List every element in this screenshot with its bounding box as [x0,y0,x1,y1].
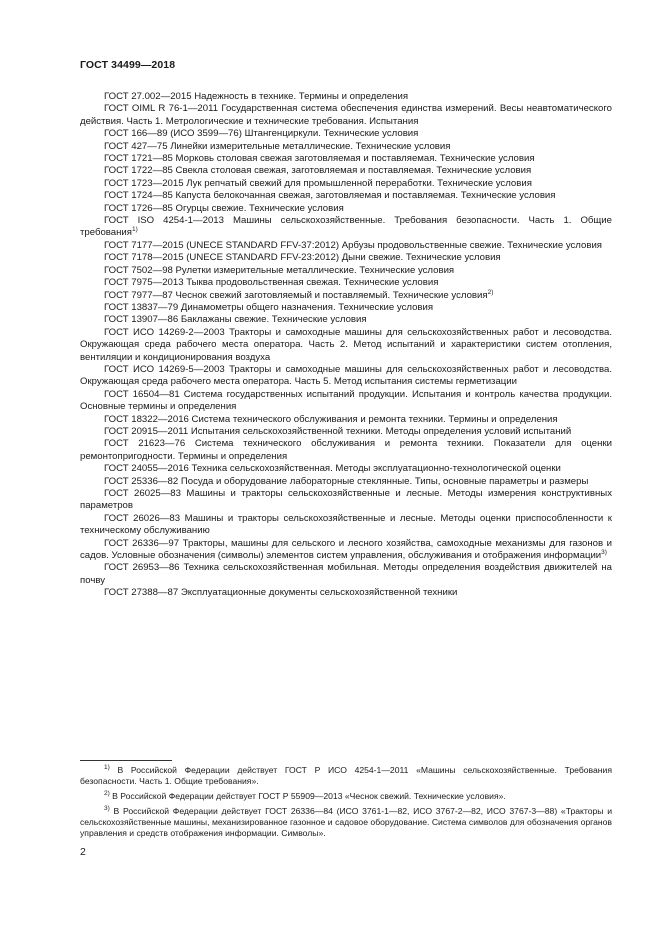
reference-text: ГОСТ 26336—97 Тракторы, машины для сельского и лесного хозяйства, самоходные механизмы для газонов и садов. Условные обозначения (символы) элементов систем управления, обслуживания и отображения информации [80,537,612,562]
reference-text: ГОСТ 7177—2015 (UNECE STANDARD FFV-37:2012) Арбузы продовольственные свежие. Технические условия [104,239,602,251]
reference-text: ГОСТ 166—89 (ИСО 3599—76) Штангенциркули. Технические условия [104,128,419,140]
reference-text: ГОСТ 7977—87 Чеснок свежий заготовляемый и поставляемый. Технические условия [104,289,488,301]
footnote-item [80,806,612,839]
footnote-mark: 1) [104,764,110,772]
footnote-item [80,791,612,802]
footnote-mark: 3) [104,805,110,813]
reference-text: ГОСТ 7502—98 Рулетки измерительные металлические. Технические условия [104,264,455,276]
reference-item [80,252,612,264]
reference-item [80,587,612,599]
reference-text: ГОСТ OIML R 76-1—2011 Государственная система обеспечения единства измерений. Весы неавтоматического действия. Часть 1. Метрологические и технические требования. Испытания [80,103,612,127]
reference-item [80,290,612,302]
reference-item [80,153,612,165]
reference-text: ГОСТ 26026—83 Машины и тракторы сельскохозяйственные и лесные. Методы оценки приспособленности к техническому обслуживанию [80,512,612,537]
reference-text: ГОСТ 18322—2016 Система технического обслуживания и ремонта техники. Термины и определения [104,413,558,425]
reference-item [80,314,612,326]
reference-item [80,476,612,488]
reference-item [80,302,612,314]
reference-text: ГОСТ 7975—2013 Тыква продовольственная свежая. Технические условия [104,277,439,289]
footnote-mark: 2) [104,790,110,798]
footnote-text: В Российской Федерации действует ГОСТ Р 55909—2013 «Чеснок свежий. Технические условия». [109,791,506,801]
footnote-item [80,765,612,787]
footnote-marker: 2) [487,288,494,296]
reference-item [80,178,612,190]
page-number: 2 [80,846,86,858]
reference-text: ГОСТ 26953—86 Техника сельскохозяйственная мобильная. Методы определения воздействия движителей на почву [80,562,612,586]
reference-text: ГОСТ ИСО 14269-5—2003 Тракторы и самоходные машины для сельскохозяйственных работ и лесоводства. Окружающая среда рабочего места оператора. Часть 5. Метод испытания системы герметизации [80,363,612,388]
reference-text: ГОСТ 1726—85 Огурцы свежие. Технические условия [104,202,344,214]
reference-item [80,513,612,538]
reference-text: ГОСТ ISO 4254-1—2013 Машины сельскохозяйственные. Требования безопасности. Часть 1. Общие требования [80,215,612,239]
reference-text: ГОСТ ИСО 14269-2—2003 Тракторы и самоходные машины для сельскохозяйственных работ и лесоводства. Окружающая среда рабочего места оператора. Часть 2. Метод испытаний и характеристики систем отопления, вентиляции и кондиционирования воздуха [80,326,612,363]
reference-item [80,438,612,463]
footnote-marker: 1) [131,226,138,234]
reference-item [80,91,612,103]
reference-item [80,128,612,140]
reference-text: ГОСТ 13837—79 Динамометры общего назначения. Технические условия [104,301,434,313]
reference-text: ГОСТ 25336—82 Посуда и оборудование лабораторные стеклянные. Типы, основные параметры и размеры [104,475,589,487]
footnote-text: В Российской Федерации действует ГОСТ Р ИСО 4254-1—2011 «Машины сельскохозяйственные. Требования безопасности. Часть 1. Общие требования». [80,765,612,786]
reference-text: ГОСТ 13907—86 Баклажаны свежие. Технические условия [104,314,367,326]
reference-text: ГОСТ 27388—87 Эксплуатационные документы сельскохозяйственной техники [104,587,458,599]
reference-item [80,190,612,202]
reference-item [80,538,612,563]
reference-text: ГОСТ 1724—85 Капуста белокочанная свежая, заготовляемая и поставляемая. Технические условия [104,190,556,202]
footnotes-list [80,765,612,843]
reference-item [80,215,612,240]
reference-text: ГОСТ 16504—81 Система государственных испытаний продукции. Испытания и контроль качества продукции. Основные термины и определения [80,388,612,413]
reference-text: ГОСТ 20915—2011 Испытания сельскохозяйственной техники. Методы определения условий испытаний [104,425,572,437]
reference-text: ГОСТ 1723—2015 Лук репчатый свежий для промышленной переработки. Технические условия [104,177,532,189]
reference-item [80,327,612,364]
reference-item [80,488,612,513]
reference-item [80,103,612,128]
normative-references-list [80,91,612,600]
reference-item [80,265,612,277]
reference-item [80,364,612,389]
reference-item [80,389,612,414]
reference-text: ГОСТ 427—75 Линейки измерительные металлические. Технические условия [104,140,451,152]
reference-text: ГОСТ 24055—2016 Техника сельскохозяйственная. Методы эксплуатационно-технологической оценки [104,463,561,475]
reference-item [80,562,612,587]
reference-item [80,277,612,289]
reference-text: ГОСТ 27.002—2015 Надежность в технике. Термины и определения [104,91,409,102]
reference-item [80,165,612,177]
reference-text: ГОСТ 1722—85 Свекла столовая свежая, заготовляемая и поставляемая. Технические условия [104,165,532,177]
document-header: ГОСТ 34499—2018 [80,59,176,71]
reference-item [80,203,612,215]
reference-text: ГОСТ 26025—83 Машины и тракторы сельскохозяйственные и лесные. Методы измерения конструктивных параметров [80,488,612,512]
reference-item [80,463,612,475]
reference-text: ГОСТ 1721—85 Морковь столовая свежая заготовляемая и поставляемая. Технические условия [104,153,535,165]
reference-item [80,414,612,426]
reference-item [80,240,612,252]
reference-item [80,426,612,438]
footnote-text: В Российской Федерации действует ГОСТ 26336—84 (ИСО 3761-1—82, ИСО 3767-2—82, ИСО 3767-3—88) «Тракторы и сельскохозяйственные машины, механизированное газонное и садовое оборудование. Система символов для обозначения органов управления и средств отображения информации. Символы». [80,806,612,838]
footnote-marker: 3) [601,548,607,556]
reference-text: ГОСТ 7178—2015 (UNECE STANDARD FFV-23:2012) Дыни свежие. Технические условия [104,252,501,264]
reference-item [80,141,612,153]
reference-text: ГОСТ 21623—76 Система технического обслуживания и ремонта техники. Показатели для оценки ремонтопригодности. Термины и определения [80,438,612,462]
footnote-separator [80,760,172,761]
